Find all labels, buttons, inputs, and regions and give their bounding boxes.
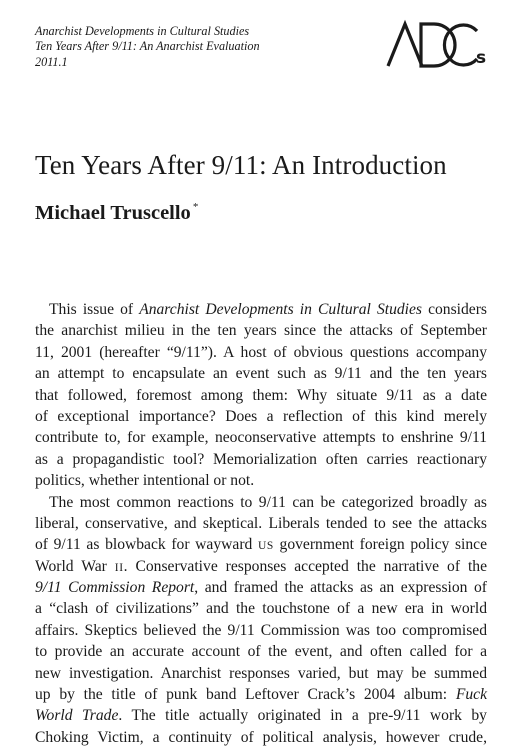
author-name: Michael Truscello [35, 202, 191, 224]
adcs-logo-icon [386, 18, 494, 70]
body-line: World Trade. The title actually originated in a pre-9/11 work by [35, 707, 487, 725]
journal-name: Anarchist Developments in Cultural Studies [35, 24, 250, 38]
body-line: politics, whether intentional or not. [35, 472, 255, 490]
body-line: affairs. Skeptics believed the 9/11 Commission was too compromised [35, 621, 487, 639]
article-body [35, 299, 487, 748]
body-line: of 9/11 as blowback for wayward US government foreign policy since [35, 536, 487, 554]
body-line: that followed, foremost among them: Why situate 9/11 as a date [35, 386, 487, 404]
volume-number: 2011.1 [35, 54, 68, 69]
body-line: liberal, conservative, and skeptical. Liberals tended to see the attacks [35, 514, 487, 532]
body-line: an attempt to encapsulate an event such as 9/11 and the ten years [35, 365, 487, 383]
body-line: to provide an accurate account of the event, and often called for a [35, 643, 487, 661]
body-line: as a propagandistic tool? Memorialization often carries reactionary [35, 450, 487, 468]
body-line: a “clash of civilizations” and the touchstone of a new era in world [35, 600, 487, 618]
body-line: 11, 2001 (hereafter “9/11”). A host of obvious questions accompany [35, 343, 487, 361]
body-line: The most common reactions to 9/11 can be categorized broadly as [49, 493, 487, 511]
body-line: of exceptional importance? Does a reflection of this kind merely [35, 407, 487, 425]
body-line: World War II. Conservative responses accepted the narrative of the [35, 557, 487, 575]
body-line: This issue of Anarchist Developments in Cultural Studies considers [49, 301, 487, 318]
author-footnote-mark: * [192, 201, 199, 213]
issue-title: Ten Years After 9/11: An Anarchist Evaluation [35, 39, 260, 54]
svg-text:s: s [476, 48, 487, 68]
body-line: up by the title of punk band Leftover Crack’s 2004 album: Fuck [35, 686, 487, 704]
body-line: the anarchist milieu in the ten years since the attacks of September [35, 322, 487, 340]
body-line: 9/11 Commission Report, and framed the attacks as an expression of [35, 579, 488, 597]
article-title: Ten Years After 9/11: An Introduction [35, 150, 447, 180]
article-author [35, 195, 198, 225]
body-line: new investigation. Anarchist responses varied, but may be summed [35, 664, 487, 682]
body-line: contribute to, for example, neoconservative attempts to enshrine 9/11 [35, 429, 487, 447]
body-line: Choking Victim, a continuity of political analysis, however crude, [35, 728, 487, 746]
running-header [35, 24, 260, 70]
